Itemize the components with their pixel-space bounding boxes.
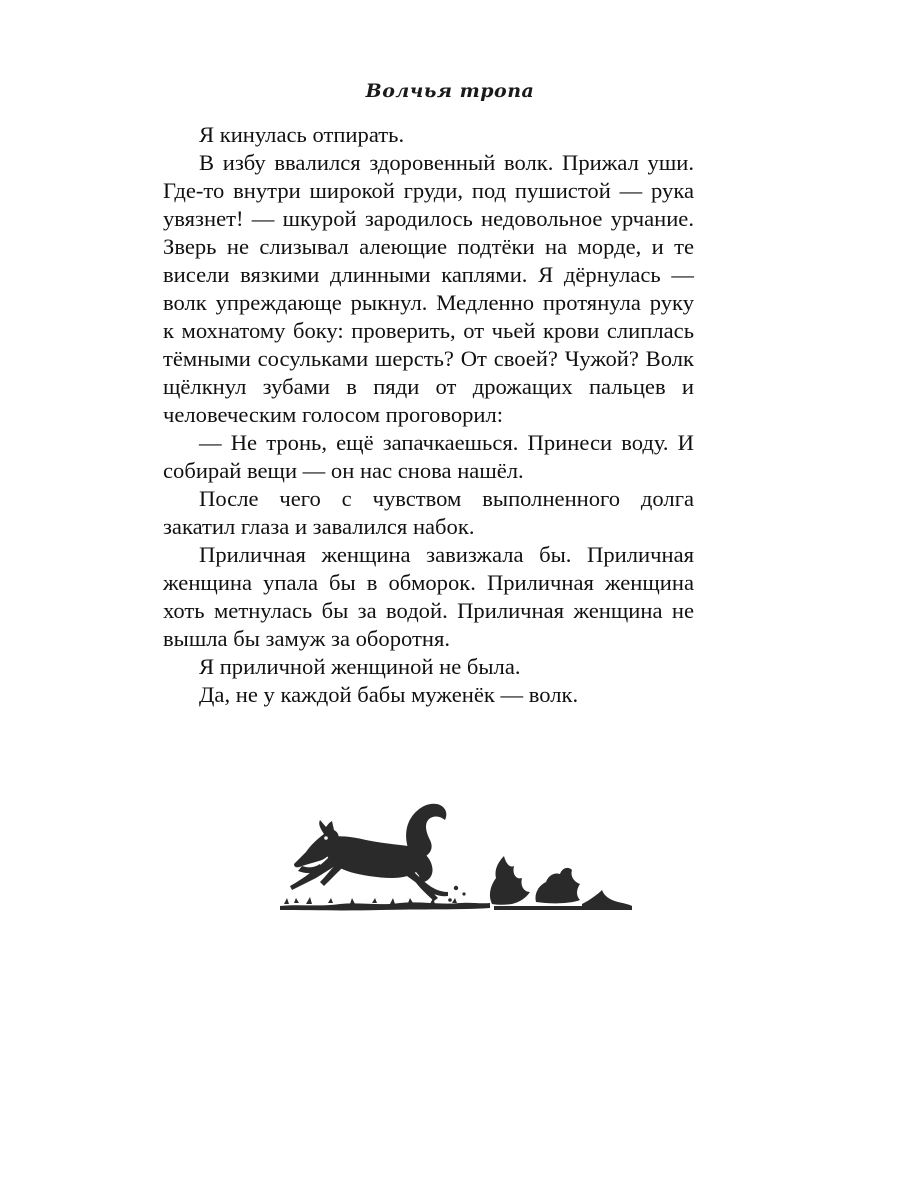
running-wolf-silhouette-icon — [280, 800, 632, 915]
paragraph: Я приличной женщиной не была. — [199, 654, 521, 679]
paragraph: Я кинулась отпирать. — [199, 122, 405, 147]
paragraph: В избу ввалился здоровенный волк. Прижал уши. Где-то внутри широкой груди, под пушистой — рука увязнет! — шкурой зародилось недовольное урчание. Зверь не слизывал алеющие подтёки на морде, и те висели вязкими длинными каплями. Я дёрнулась — волк упреждающе рыкнул. Медленно протянула руку к мохнатому боку: проверить, от чьей крови слиплась тёмными сосульками шерсть? От своей? Чужой? Волк щёлкнул зубами в пяди от дрожащих пальцев и человеческим голосом проговорил: — [163, 150, 694, 427]
running-head: Волчья тропа — [365, 80, 535, 102]
paragraph: Приличная женщина завизжала бы. Приличная женщина упала бы в обморок. Приличная женщина хоть метнулась бы за водой. Приличная женщина не вышла бы замуж за оборотня. — [163, 542, 694, 651]
body-text — [163, 121, 694, 709]
paragraph: Да, не у каждой бабы муженёк — волк. — [199, 682, 579, 707]
paragraph: — Не тронь, ещё запачкаешься. Принеси воду. И собирай вещи — он нас снова нашёл. — [163, 430, 694, 483]
paragraph: После чего с чувством выполненного долга закатил глаза и завалился набок. — [163, 486, 694, 539]
